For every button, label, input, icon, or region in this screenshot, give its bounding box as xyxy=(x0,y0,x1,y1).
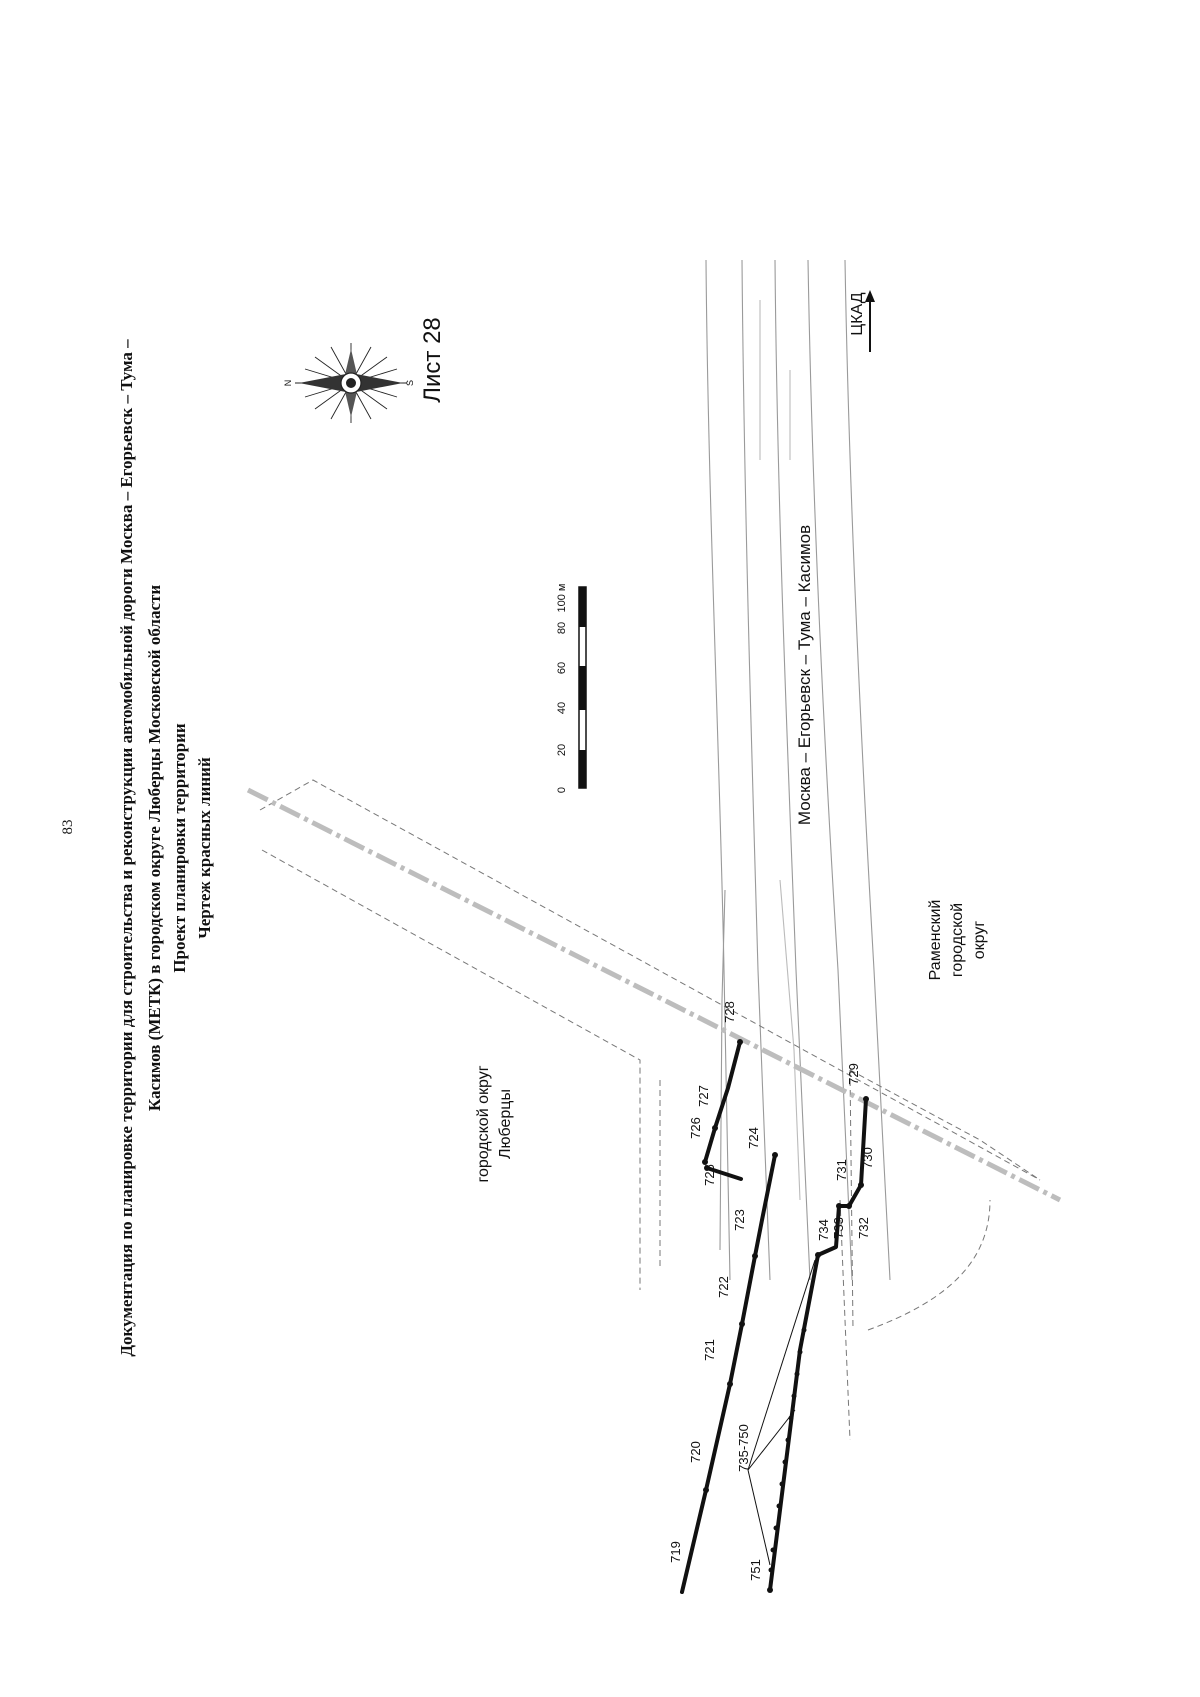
point-label-724: 724 xyxy=(746,1127,761,1149)
scale-bar xyxy=(556,584,586,794)
point-label-726: 726 xyxy=(688,1117,703,1139)
scale-tick-20: 20 xyxy=(556,743,568,757)
area-ramensky-line-2: городской xyxy=(949,902,966,978)
territory-boundaries xyxy=(260,780,1040,1440)
scale-tick-60: 60 xyxy=(556,661,568,675)
point-label-727: 727 xyxy=(696,1085,711,1107)
title-line-1: Документация по планировке территории для строительства и реконструкции автомобильной дороги Москва – Егорьевск – Тума – xyxy=(117,339,136,1357)
road-name: Москва – Егорьевск – Тума – Касимов xyxy=(795,524,814,826)
point-label-723: 723 xyxy=(732,1209,747,1231)
sheet-label: Лист 28 xyxy=(419,317,446,403)
compass-north-letter: N xyxy=(283,379,293,387)
direction-label: ЦКАД xyxy=(849,292,866,336)
point-label-729: 729 xyxy=(846,1063,861,1085)
point-label-720: 720 xyxy=(688,1441,703,1463)
area-ramensky-line-3: округ xyxy=(971,920,988,960)
point-label-735-750: 735-750 xyxy=(736,1424,751,1472)
area-label-lyubertsy xyxy=(475,1065,514,1182)
title-line-3: Проект планировки территории xyxy=(170,723,189,973)
point-label-719: 719 xyxy=(668,1541,683,1563)
scale-tick-100: 100 м xyxy=(556,583,568,613)
title-line-4: Чертеж красных линий xyxy=(195,757,214,939)
area-label-ramensky xyxy=(927,900,988,981)
point-label-734: 734 xyxy=(816,1219,831,1241)
area-ramensky-line-1: Раменский xyxy=(927,899,944,981)
compass-rose xyxy=(283,343,415,423)
point-label-732: 732 xyxy=(856,1217,871,1239)
point-label-721: 721 xyxy=(702,1339,717,1361)
point-label-725: 725 xyxy=(702,1164,717,1186)
transmission-line xyxy=(248,790,1060,1200)
point-label-731: 731 xyxy=(834,1159,849,1181)
compass-south-letter: S xyxy=(405,379,415,387)
red-lines xyxy=(682,1042,866,1592)
point-label-730: 730 xyxy=(860,1147,875,1169)
point-label-751: 751 xyxy=(748,1559,763,1581)
point-label-733: 733 xyxy=(831,1217,846,1239)
point-label-728: 728 xyxy=(722,1001,737,1023)
point-label-722: 722 xyxy=(716,1276,731,1298)
area-lyubertsy-line-2: Люберцы xyxy=(497,1089,514,1159)
scale-tick-80: 80 xyxy=(556,621,568,635)
page-number: 83 xyxy=(60,819,76,835)
title-block xyxy=(117,339,214,1357)
scale-tick-0: 0 xyxy=(556,786,568,794)
title-line-2: Касимов (МЕТК) в городском округе Люберцы Московской области xyxy=(145,584,164,1112)
scale-tick-40: 40 xyxy=(556,701,568,715)
area-lyubertsy-line-1: городской округ xyxy=(475,1065,492,1183)
direction-indicator xyxy=(849,290,875,352)
leader-lines xyxy=(748,1260,815,1565)
